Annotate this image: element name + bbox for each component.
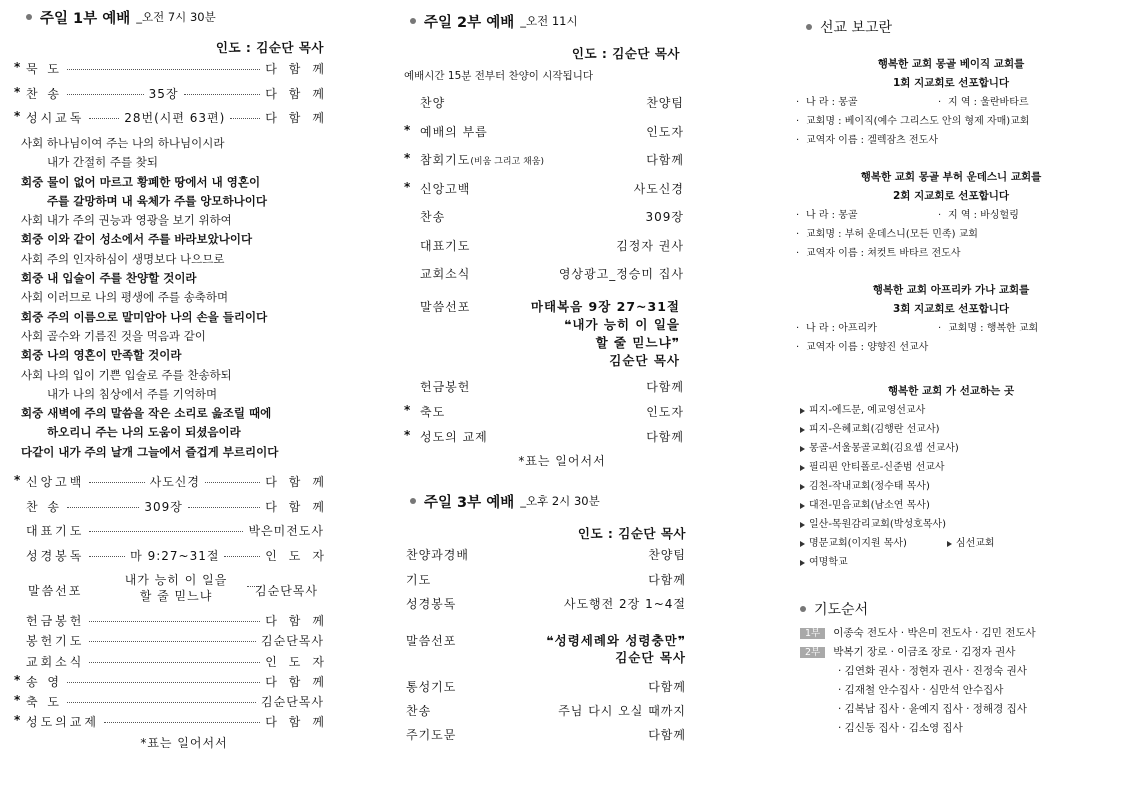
order-row [404,726,686,750]
order-label [404,546,469,563]
mission-detail [796,131,1106,150]
order-value: 주님 다시 오실 때까지 [558,704,686,718]
order-row [14,612,336,632]
order-label [404,237,470,254]
support-item-text: 필리핀 안티폴로-신준범 선교사 [809,462,945,473]
order-row [14,522,324,547]
triangle-bullet-icon [800,465,805,471]
third-service-sermon [404,630,686,670]
support-title: 행복한 교회 가 선교하는 곳 [887,385,1015,397]
order-label: 묵 도 [26,62,62,76]
prayer-row [800,643,1100,662]
order-row [404,94,684,123]
leader-dots [89,556,125,557]
order-value: 김순단목사 [261,634,324,649]
prayer-names: 이종숙 전도사 · 박은미 전도사 · 김민 전도사 [833,627,1036,639]
bullet-dot-icon: · [796,342,800,353]
third-service-header [410,490,600,512]
mission-declaration: 1회 지교회로 선포합니다 [892,77,1010,89]
leader-dots [67,702,256,703]
order-label [404,265,470,282]
order-row [404,265,684,294]
first-service-header [26,6,216,28]
sermon-line: 김순단 목사 [609,353,680,368]
order-label-text: 찬양 [420,96,446,110]
order-value: 다함께 [646,380,684,394]
bullet-dot-icon [26,14,32,20]
second-service-order [404,94,684,294]
bullet-dot-icon: · [796,97,800,108]
order-label-text: 주기도문 [406,728,457,742]
prayer-list [800,624,1100,738]
leader-dots [104,722,260,723]
support-item [800,458,1100,477]
order-row [14,498,336,523]
leader-dots [89,482,144,483]
order-label: 성시교독 [26,111,85,125]
order-label: 신앙고백 [26,475,85,489]
order-label-text: 찬송 [406,704,432,718]
bullet-dot-icon: · [796,135,800,146]
leader-dots [89,641,256,642]
leader-dots [89,662,260,663]
order-value: 다함께 [265,111,336,125]
order-row [14,473,336,498]
mission-heading: 행복한 교회 아프리카 가나 교회를 [872,284,1030,296]
triangle-bullet-icon [800,446,805,452]
bullet-dot-icon [800,606,806,612]
bullet-dot-icon: · [796,229,800,240]
bullet-dot-icon: · [796,323,800,334]
order-label [404,428,488,445]
second-service-sermon [404,296,684,368]
reading-line: 다같이 내가 주의 날개 그늘에서 즐겁게 부르리이다 [21,444,279,459]
mission-detail-a: 나 라 : 몽골 [806,210,858,221]
support-item-text: 피지-에드문, 예교영선교사 [809,405,926,416]
order-label-text: 대표기도 [420,238,471,253]
first-service-title: 주일 1부 예배 [40,10,131,27]
stand-mark: * [14,60,21,74]
mission-block [796,281,1106,357]
leader-dots [67,507,139,508]
reading-line: 사회 주의 인자하심이 생명보다 나으므로 [21,251,225,266]
mission-detail-b: 지 역 : 울란바타르 [948,97,1029,108]
order-row [404,237,684,266]
support-item [800,515,1100,534]
mission-report-title: 선교 보고란 [820,20,893,36]
mission-detail-a: 교회명 : 부허 운데스니(모든 민족) 교회 [806,229,978,240]
reading-line: 내가 나의 침상에서 주를 기억하며 [47,386,218,401]
first-service-sermon [14,572,324,608]
support-extra-text: 심선교회 [955,538,995,549]
order-row [14,632,324,652]
order-value: 다함께 [265,614,336,628]
order-value: 찬양팀 [646,96,684,110]
order-row [404,571,686,596]
reading-line: 사회 이러므로 나의 평생에 주를 송축하며 [21,290,229,305]
stand-mark: * [14,713,21,728]
second-service-closing-order [404,378,684,453]
second-service-header [410,10,578,32]
stand-mark: * [404,428,412,442]
reading-line: 사회 내가 주의 권능과 영광을 보기 위하여 [21,213,232,228]
triangle-bullet-icon [800,408,805,414]
first-service-bottom-order [14,612,336,734]
order-label: 성도의교제 [26,715,99,730]
order-label-text: 기도 [406,572,432,587]
order-label: 헌금봉헌 [26,614,85,628]
reading-line: 회중 나의 영혼이 만족할 것이라 [21,348,182,363]
support-item [800,401,1100,420]
third-service-title: 주일 3부 예배 [424,494,515,511]
mission-detail-a: 교회명 : 베이직(예수 그리스도 안의 형제 자매)교회 [806,116,1030,127]
order-label-text: 성도의 교제 [420,430,488,444]
mission-heading: 행복한 교회 몽골 베이직 교회를 [877,58,1025,70]
service-badge: 1부 [800,628,825,639]
order-row [14,693,324,713]
order-value: 김정자 권사 [616,238,684,253]
order-label-text: 찬송 [420,210,446,224]
leader-dots [205,482,260,483]
reading-line: 사회 골수와 기름진 것을 먹음과 같이 [21,328,206,343]
order-detail: 마 9:27~31절 [130,548,220,563]
bullet-dot-icon: · [796,116,800,127]
bullet-dot-icon [410,18,416,24]
leader-dots [89,118,119,119]
mission-detail-b: 지 역 : 바싱헐링 [948,210,1019,221]
order-label-text: 교회소식 [420,267,471,281]
sermon-label: 말씀선포 [28,584,83,598]
order-row [404,428,684,453]
mission-heading: 행복한 교회 몽골 부허 운데스니 교회를 [860,171,1042,183]
second-service-time: _오전 11시 [520,14,578,28]
mission-declaration: 2회 지교회로 선포합니다 [892,190,1010,202]
bullet-dot-icon: · [938,97,942,108]
order-detail: 309장 [144,499,183,514]
order-label: 찬 송 [26,499,62,514]
reading-line: 사회 나의 입이 기쁜 입술로 주를 찬송하되 [21,367,232,382]
mission-block [796,55,1106,150]
order-row [404,678,686,702]
order-label-text: 통성기도 [406,680,457,694]
order-value: 김순단목사 [261,695,324,710]
order-label-text: 성경봉독 [406,597,457,611]
order-label: 송 영 [26,674,62,689]
mission-detail [796,225,1106,244]
order-label: 축 도 [26,695,62,710]
support-item-text: 피지-은혜교회(김행란 선교사) [809,424,940,435]
sermon-line: ❝내가 능히 이 일을 [564,317,680,332]
order-label [404,595,456,612]
order-row [404,378,684,403]
order-label: 교회소식 [26,654,85,669]
bullet-dot-icon: · [938,210,942,221]
order-value: 다함께 [648,728,686,742]
order-label [404,678,456,695]
stand-mark: * [14,672,21,687]
order-value: 309장 [645,210,684,224]
reading-line: 회중 내 입술이 주를 찬양할 것이라 [21,271,197,286]
stand-mark: * [14,693,21,708]
triangle-bullet-icon [800,522,805,528]
triangle-bullet-icon [800,503,805,509]
reading-line: 회중 물이 없어 마르고 황폐한 땅에서 내 영혼이 [21,174,261,189]
triangle-bullet-icon [947,541,952,547]
third-service-time: _오후 2시 30분 [520,494,600,508]
support-item-text: 몽골-서울몽골교회(김요셉 선교사) [809,443,959,454]
first-service-leader: 인도 : 김순단 목사 [215,40,324,55]
reading-line: 회중 주의 이름으로 말미암아 나의 손을 들리이다 [21,309,268,324]
prayer-names-cont: · 김신동 집사 · 김소영 집사 [838,722,963,734]
mission-declaration: 3회 지교회로 선포합니다 [892,303,1010,315]
order-value: 다함께 [265,499,336,514]
mission-reports [796,55,1106,357]
support-item-text: 명문교회(이지원 목사) [809,538,907,549]
leader-dots [188,507,260,508]
sermon-line: 마태복음 9장 27~31절 [530,299,680,314]
sermon-line: ❝성령세례와 성령충만❞ [546,633,686,648]
second-service-title: 주일 2부 예배 [424,14,515,31]
order-label [404,151,544,168]
leader-dots [224,556,260,557]
triangle-bullet-icon [800,427,805,433]
stand-mark: * [14,84,21,99]
order-value: 인도자 [265,654,336,669]
leader-dots [67,94,144,95]
order-row [404,595,686,620]
prayer-names-cont: · 김복남 집사 · 윤예지 집사 · 정해경 집사 [838,703,1027,715]
order-label [404,123,488,140]
sermon-label: 말씀선포 [406,634,457,648]
order-row [404,403,684,428]
order-row [14,672,336,693]
prayer-header [800,598,868,620]
order-label [404,571,431,588]
sermon-label: 말씀선포 [420,300,471,314]
order-value: 다함께 [265,674,336,689]
order-row [404,546,686,571]
order-row [14,60,336,85]
sermon-detail [531,298,680,370]
order-row [404,180,684,209]
leader-dots [230,118,260,119]
stand-mark: * [14,473,21,487]
mission-block [796,168,1106,263]
order-row [404,151,684,180]
support-item-text: 김천-작내교회(정수태 목사) [809,481,930,492]
triangle-bullet-icon [800,560,805,566]
order-detail: 35장 [148,86,179,101]
stand-mark: * [404,151,412,165]
order-value: 다함께 [646,153,684,167]
stand-mark: * [404,122,412,137]
reading-line: 내가 간절히 주를 찾되 [47,155,158,170]
order-label: 찬 송 [26,86,62,101]
order-value: 찬양팀 [648,548,686,562]
order-detail: 사도신경 [149,475,200,489]
support-item [800,553,1100,572]
second-service-leader: 인도 : 김순단 목사 [571,46,680,61]
reading-line: 회중 새벽에 주의 말씀을 작은 소리로 읊조릴 때에 [21,406,272,421]
order-label [404,726,456,743]
leader-dots [184,94,261,95]
mission-detail [796,338,1106,357]
order-label: 성경봉독 [26,548,85,563]
order-row [404,123,684,152]
order-detail: 28번(시편 63편) [124,111,226,125]
order-label-text: 헌금봉헌 [420,380,471,394]
support-extra [947,534,995,553]
order-value: 인도자 [646,124,684,139]
leader-dots [89,531,243,532]
bullet-dot-icon [806,24,812,30]
mission-detail [796,244,1106,263]
order-label [404,403,445,420]
stand-mark: * [404,403,412,417]
sermon-title [106,572,246,604]
mission-detail [796,206,1106,225]
order-row [404,702,686,726]
sermon-title-line-2: 할 줄 믿느냐 [139,589,213,603]
order-label-text: 찬양과경배 [406,548,469,562]
order-value: 영상광고_정승미 집사 [558,267,684,281]
order-label [404,208,445,225]
order-value: 박은미전도사 [248,524,324,538]
order-row [14,547,336,572]
support-item [800,496,1100,515]
order-value: 다함께 [648,680,686,694]
first-service-top-order [14,60,336,134]
sermon-line: 김순단 목사 [615,650,686,665]
order-label-text: 신앙고백 [420,181,471,196]
stand-note: *표는 일어서서 [140,736,228,750]
order-row [14,84,336,110]
bullet-dot-icon: · [796,210,800,221]
triangle-bullet-icon [800,484,805,490]
reading-line: 사회 하나님이여 주는 나의 하나님이시라 [21,136,225,150]
order-value: 인도자 [646,405,684,419]
support-item [800,439,1100,458]
support-item [800,420,1100,439]
sermon-preacher: 김순단목사 [255,584,318,598]
reading-line: 하오리니 주는 나의 도움이 되셨음이라 [47,425,241,440]
order-label [404,378,470,395]
support-item-text: 여명학교 [809,557,848,568]
order-label-text: 참회기도 [420,153,471,167]
mission-detail-a: 교역자 이름 : 쳐컷트 바타르 전도사 [806,248,961,259]
leader-dots [67,69,260,70]
mission-detail-a: 나 라 : 아프리카 [806,323,877,334]
stand-note-2: *표는 일어서서 [518,454,606,468]
support-item-text: 대전-믿음교회(남소연 목사) [809,500,930,511]
order-row [14,109,336,134]
third-service-closing-order [404,678,686,750]
support-item-text: 일산-목원감리교회(박성호목사) [809,519,946,530]
mission-detail [796,93,1106,112]
prayer-title: 기도순서 [814,602,869,618]
order-label-text: 축도 [420,405,446,419]
first-service-mid-order [14,473,336,571]
stand-mark: * [404,179,412,194]
reading-line: 주를 갈망하며 내 육체가 주를 앙모하나이다 [47,193,267,208]
order-value: 다함께 [265,475,336,489]
order-label [404,702,431,719]
stand-mark: * [14,109,21,123]
bullet-dot-icon: · [796,248,800,259]
order-row [14,653,336,673]
mission-detail [796,319,1106,338]
order-value: 사도신경 [633,181,684,196]
triangle-bullet-icon [800,541,805,547]
sermon-title-line-1: 내가 능히 이 일을 [124,573,228,587]
bullet-dot-icon: · [938,323,942,334]
support-list [800,401,1100,572]
first-service-time: _오전 7시 30분 [136,10,216,24]
third-service-order [404,546,686,620]
order-value: 다함께 [265,715,336,730]
order-value: 사도행전 2장 1~4절 [563,597,686,611]
third-service-leader: 인도 : 김순단 목사 [577,526,686,541]
prayer-names-cont: · 김연화 권사 · 정현자 권사 · 진정숙 권사 [838,665,1027,677]
order-value: 다함께 [648,572,686,587]
service-badge: 2부 [800,647,825,658]
order-label: 대표기도 [26,524,85,538]
mission-detail-b: 교회명 : 행복한 교회 [948,323,1039,334]
mission-detail-a: 교역자 이름 : 겔렉잠츠 전도사 [806,135,939,146]
leader-dots [89,621,260,622]
prayer-names-cont: · 김재철 안수집사 · 심만석 안수집사 [838,684,1004,696]
order-label-note: (비움 그리고 채움) [470,157,544,167]
second-service-notice: 예배시간 15분 전부터 찬양이 시작됩니다 [404,70,593,82]
order-label [404,94,445,111]
order-value: 다함께 [265,86,336,101]
order-label [404,180,470,197]
mission-detail [796,112,1106,131]
reading-line: 회중 이와 같이 성소에서 주를 바라보았나이다 [21,232,253,247]
mission-detail-a: 나 라 : 몽골 [806,97,858,108]
mission-detail-a: 교역자 이름 : 양향진 선교사 [806,342,929,353]
order-row [404,208,684,237]
sermon-line: 할 줄 믿느냐❞ [595,335,680,350]
mission-report-header [806,16,892,38]
order-row [14,713,336,733]
leader-dots [67,682,260,683]
order-value: 다함께 [646,430,684,444]
support-item [800,477,1100,496]
responsive-reading [21,134,331,462]
prayer-names: 박복기 장로 · 이금조 장로 · 김정자 권사 [833,646,1016,658]
sermon-detail [546,632,686,666]
bullet-dot-icon [410,498,416,504]
order-label-text: 예배의 부름 [420,124,488,139]
order-label: 봉헌기도 [26,634,85,649]
order-value: 인도자 [265,548,336,563]
order-value: 다함께 [265,62,336,76]
prayer-row [800,624,1100,643]
support-item [800,534,1100,553]
